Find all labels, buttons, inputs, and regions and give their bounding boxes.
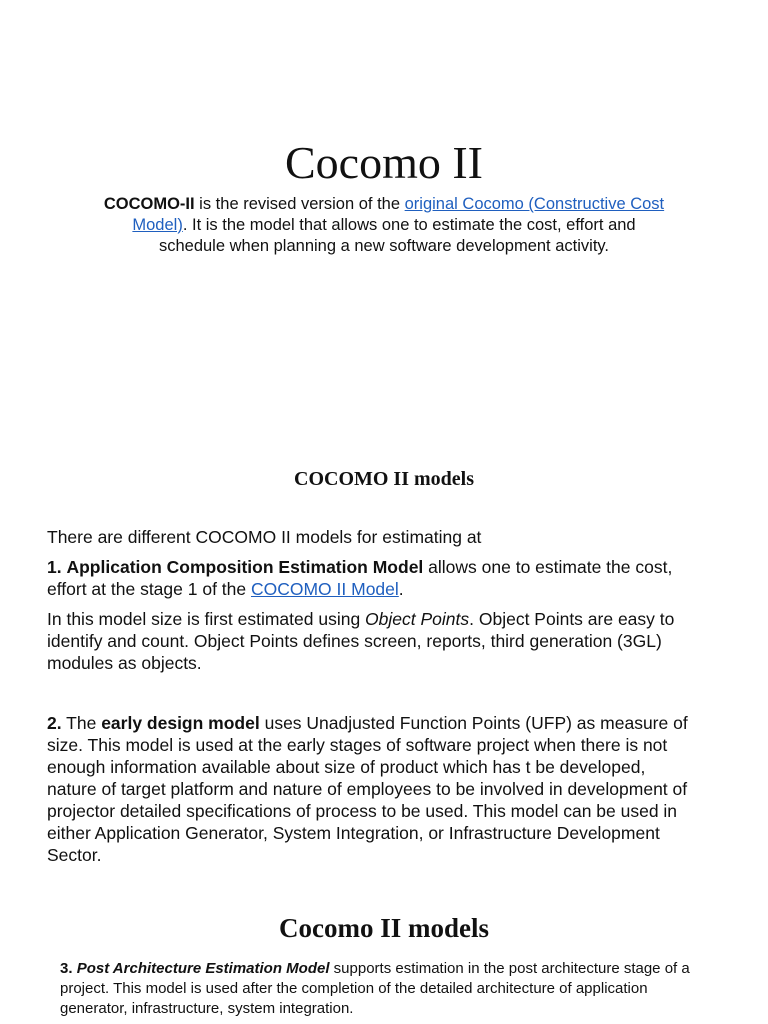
section-heading: COCOMO II models [294,468,474,490]
model-1-text-2: . [398,579,404,599]
model-1-detail-paragraph [47,608,697,674]
models-intro-paragraph: There are different COCOMO II models for estimating at [47,527,482,547]
intro-bold-term: COCOMO-II [103,195,195,213]
model-2-text-2: uses Unadjusted Function Points (UFP) as measure of size. This model is used at the early stages of software project when there is not enough information available about size of product which has t be developed, nature of target platform and nature of employees to be involved in development of projector detailed specifications of process to be used. This model can be used in either Application Generator, System Integration, or Infrastructure Development Sector. [47,713,688,865]
model-3-paragraph [60,959,710,1019]
model-1-name: Application Composition Estimation Model [66,557,424,577]
model-1-paragraph [47,556,697,600]
model-3-number: 3. [60,960,73,977]
page-title: Cocomo II [284,137,483,188]
original-cocomo-link[interactable]: original Cocomo (Constructive Cost Model) [132,195,665,234]
intro-text-1: is the revised version of the [194,195,405,213]
model-1-detail-text-1: In this model size is first estimated using [47,609,366,629]
intro-paragraph [100,194,668,257]
model-3-name: Post Architecture Estimation Model [76,960,330,977]
model-2-name: early design model [101,713,260,733]
model-1-number: 1. [47,557,62,577]
section-heading-2: Cocomo II models [279,913,489,943]
model-1-text-1: allows one to estimate the cost, effort at the stage 1 of the [47,557,673,599]
intro-text-2: . It is the model that allows one to estimate the cost, effort and schedule when planning a new software development activity. [158,216,636,255]
model-2-number: 2. [47,713,62,733]
model-2-paragraph [47,712,697,866]
object-points-term: Object Points [365,609,470,629]
model-2-text-1: The [61,713,102,733]
model-3-text: supports estimation in the post architecture stage of a project. This model is used after the completion of the detailed architecture of application generator, infrastructure, system integration. [60,960,690,1017]
model-1-detail-text-2: . Object Points are easy to identify and count. Object Points defines screen, reports, third generation (3GL) modules as objects. [47,609,675,673]
cocomo-ii-model-link[interactable]: COCOMO II Model [250,579,399,599]
